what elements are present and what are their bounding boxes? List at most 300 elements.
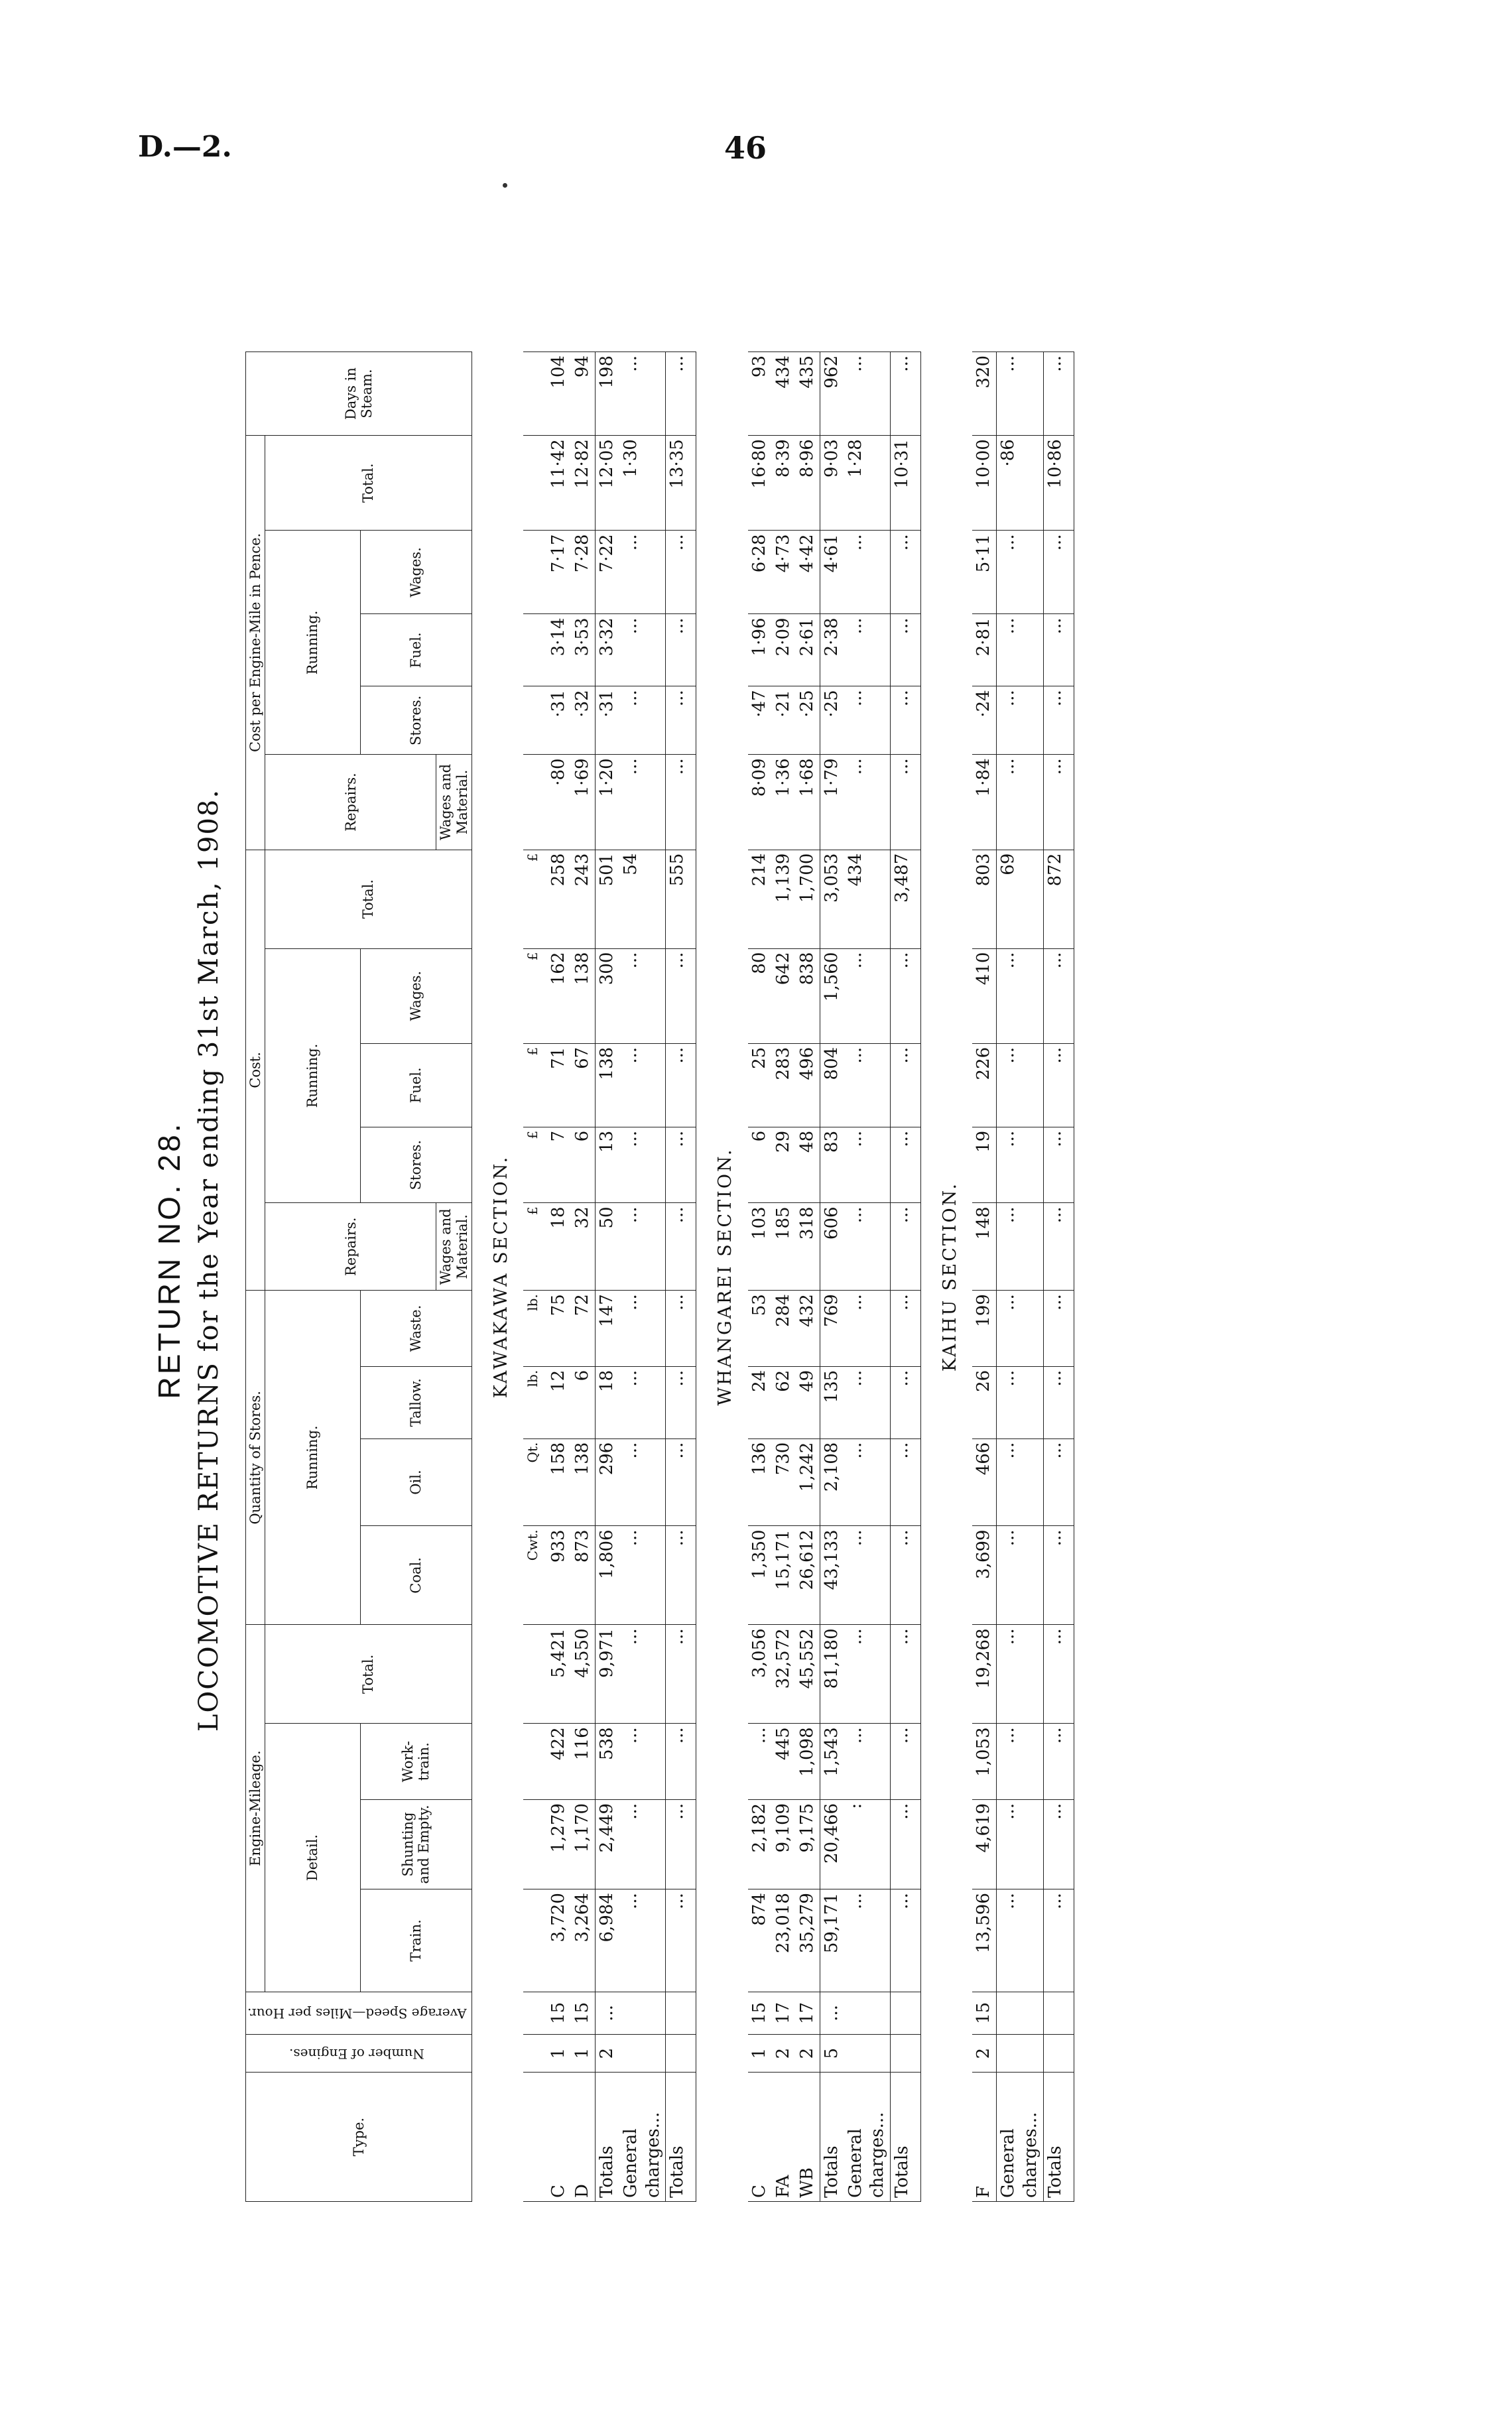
cell: 803 xyxy=(972,850,997,948)
cell: ... xyxy=(891,1366,921,1438)
th-train: Train. xyxy=(360,1889,472,1992)
cell: 4,550 xyxy=(571,1625,596,1724)
cell: 9,175 xyxy=(796,1799,820,1889)
cell: 2 xyxy=(796,2034,820,2072)
cell: ... xyxy=(666,755,696,850)
cell: 872 xyxy=(1043,850,1074,948)
cell: 2·09 xyxy=(772,614,796,686)
cell xyxy=(523,2073,547,2202)
cell: 284 xyxy=(772,1291,796,1367)
cell: 54 xyxy=(619,850,666,948)
cell: 26 xyxy=(972,1366,997,1438)
cell: 1·20 xyxy=(595,755,619,850)
unit-cell xyxy=(523,2034,547,2072)
cell: ... xyxy=(619,1799,666,1889)
cell: 148 xyxy=(972,1203,997,1291)
cell: ... xyxy=(844,755,891,850)
cell: ... xyxy=(891,1127,921,1203)
cell: ... xyxy=(997,755,1044,850)
table-row xyxy=(772,352,796,2202)
cell: ... xyxy=(1043,352,1074,436)
grand-totals-row xyxy=(666,352,696,2202)
cell: 2 xyxy=(972,2034,997,2072)
th-pence-fuel: Fuel. xyxy=(360,614,472,686)
cell: 606 xyxy=(820,1203,844,1291)
cell: ... xyxy=(595,1992,619,2034)
cell: ... xyxy=(844,1526,891,1625)
cell: 67 xyxy=(571,1043,596,1127)
cell: 15 xyxy=(972,1992,997,2034)
cell: 71 xyxy=(547,1043,571,1127)
unit-cell xyxy=(523,1889,547,1992)
cell: 804 xyxy=(820,1043,844,1127)
cell: 466 xyxy=(972,1438,997,1526)
cell: ... xyxy=(997,1526,1044,1625)
cell: 1,279 xyxy=(547,1799,571,1889)
cell: ·86 xyxy=(997,436,1044,531)
cell: ... xyxy=(844,1724,891,1800)
cell: ... xyxy=(666,948,696,1043)
cell: ... xyxy=(997,1724,1044,1800)
cell: ... xyxy=(1043,1043,1074,1127)
units-row xyxy=(523,352,547,2202)
cell: 72 xyxy=(571,1291,596,1367)
cell: 15 xyxy=(748,1992,772,2034)
cell: ·31 xyxy=(547,686,571,755)
cell: 2,182 xyxy=(748,1799,772,1889)
unit-cell xyxy=(523,352,547,436)
unit-cell xyxy=(523,1799,547,1889)
cell: ... xyxy=(666,1043,696,1127)
cell xyxy=(844,1992,891,2034)
general-charges-row xyxy=(997,352,1044,2202)
totals-row xyxy=(820,352,844,2202)
cell: ... xyxy=(844,614,891,686)
cell: 1,560 xyxy=(820,948,844,1043)
cell: 1,700 xyxy=(796,850,820,948)
cell: ... xyxy=(844,1438,891,1526)
cell xyxy=(1043,2034,1074,2072)
cell: 198 xyxy=(595,352,619,436)
cell: 300 xyxy=(595,948,619,1043)
cell: 103 xyxy=(748,1203,772,1291)
cell: 6 xyxy=(571,1127,596,1203)
th-pence-running: Running. xyxy=(265,531,361,755)
cell xyxy=(1043,1992,1074,2034)
th-cost-wages-material: Wages and Material. xyxy=(436,1203,472,1291)
section-title: KAIHU SECTION. xyxy=(940,1181,961,1372)
cell: 445 xyxy=(772,1724,796,1800)
cell: 435 xyxy=(796,352,820,436)
cell: 1,242 xyxy=(796,1438,820,1526)
row-label: F xyxy=(972,2073,997,2202)
table-row xyxy=(748,352,772,2202)
cell: 13 xyxy=(595,1127,619,1203)
cell: 11·42 xyxy=(547,436,571,531)
cell: 24 xyxy=(748,1366,772,1438)
cell: ... xyxy=(997,1438,1044,1526)
cell: ... xyxy=(997,1366,1044,1438)
unit-cell: £ xyxy=(523,1203,547,1291)
cell: 962 xyxy=(820,352,844,436)
unit-cell xyxy=(523,614,547,686)
th-detail: Detail. xyxy=(265,1724,361,1992)
cell xyxy=(666,1992,696,2034)
cell: 12 xyxy=(547,1366,571,1438)
cell: 18 xyxy=(595,1366,619,1438)
cell: ... xyxy=(997,1799,1044,1889)
row-label: WB xyxy=(796,2073,820,2202)
th-num-engines: Number of Engines. xyxy=(246,2034,472,2072)
unit-cell: £ xyxy=(523,948,547,1043)
row-label: FA xyxy=(772,2073,796,2202)
cell: 93 xyxy=(748,352,772,436)
cell: 2,449 xyxy=(595,1799,619,1889)
cell: 318 xyxy=(796,1203,820,1291)
cell: ·80 xyxy=(547,755,571,850)
cell: ... xyxy=(844,948,891,1043)
unit-cell: £ xyxy=(523,850,547,948)
cell: 59,171 xyxy=(820,1889,844,1992)
cell: ... xyxy=(666,1625,696,1724)
cell: ... xyxy=(619,1438,666,1526)
cell: 1·36 xyxy=(772,755,796,850)
cell: 2 xyxy=(772,2034,796,2072)
cell: 3,056 xyxy=(748,1625,772,1724)
th-tallow: Tallow. xyxy=(360,1366,472,1438)
cell: 158 xyxy=(547,1438,571,1526)
cell: 1,543 xyxy=(820,1724,844,1800)
cell: 69 xyxy=(997,850,1044,948)
cell: 7 xyxy=(547,1127,571,1203)
row-label: General charges... xyxy=(997,2073,1044,2202)
cell: 410 xyxy=(972,948,997,1043)
cell: 50 xyxy=(595,1203,619,1291)
cell: 6 xyxy=(748,1127,772,1203)
cell: 5 xyxy=(820,2034,844,2072)
unit-cell: lb. xyxy=(523,1366,547,1438)
cell: ... xyxy=(1043,531,1074,614)
cell: ... xyxy=(997,1043,1044,1127)
cell: 422 xyxy=(547,1724,571,1800)
cell: 1·96 xyxy=(748,614,772,686)
cell: 434 xyxy=(772,352,796,436)
cell: 7·28 xyxy=(571,531,596,614)
cell: 3·32 xyxy=(595,614,619,686)
th-quantity-stores: Quantity of Stores. xyxy=(246,1291,265,1625)
cell: 62 xyxy=(772,1366,796,1438)
th-pence-wages-material: Wages and Material. xyxy=(436,755,472,850)
cell: ... xyxy=(891,531,921,614)
cell: ·24 xyxy=(972,686,997,755)
cell: 1,139 xyxy=(772,850,796,948)
cell: ... xyxy=(844,1203,891,1291)
th-shunting: Shunting and Empty. xyxy=(360,1799,472,1889)
cell: 1 xyxy=(748,2034,772,2072)
cell: 3·14 xyxy=(547,614,571,686)
cell: 1·30 xyxy=(619,436,666,531)
cell: 19,268 xyxy=(972,1625,997,1724)
cell: 3,720 xyxy=(547,1889,571,1992)
cell: ... xyxy=(619,755,666,850)
cell: ... xyxy=(891,686,921,755)
cell: ... xyxy=(619,1724,666,1800)
cell: ... xyxy=(666,1366,696,1438)
unit-cell xyxy=(523,1625,547,1724)
cell: 8·96 xyxy=(796,436,820,531)
table-header xyxy=(246,352,472,2202)
cell: 26,612 xyxy=(796,1526,820,1625)
cell: 4·61 xyxy=(820,531,844,614)
cell: 3,487 xyxy=(891,850,921,948)
th-avg-speed: Average Speed—Miles per Hour. xyxy=(246,1992,472,2034)
cell: ... xyxy=(666,1291,696,1367)
cell: 214 xyxy=(748,850,772,948)
cell: ... xyxy=(1043,1438,1074,1526)
cell xyxy=(997,1992,1044,2034)
cell: 116 xyxy=(571,1724,596,1800)
cell: ... xyxy=(619,531,666,614)
cell: ... xyxy=(891,614,921,686)
cell: ... xyxy=(1043,1889,1074,1992)
grand-totals-row xyxy=(891,352,921,2202)
cell: 32,572 xyxy=(772,1625,796,1724)
unit-cell: lb. xyxy=(523,1291,547,1367)
cell: 20,466 xyxy=(820,1799,844,1889)
cell: 730 xyxy=(772,1438,796,1526)
cell: 138 xyxy=(571,1438,596,1526)
cell: 138 xyxy=(571,948,596,1043)
table-body xyxy=(472,352,1074,2202)
cell: 17 xyxy=(796,1992,820,2034)
cell: 75 xyxy=(547,1291,571,1367)
cell: 258 xyxy=(547,850,571,948)
cell: ... xyxy=(891,1291,921,1367)
cell: 1,098 xyxy=(796,1724,820,1800)
cell: 135 xyxy=(820,1366,844,1438)
cell: 53 xyxy=(748,1291,772,1367)
cell: 283 xyxy=(772,1043,796,1127)
cell: ... xyxy=(619,1203,666,1291)
unit-cell xyxy=(523,531,547,614)
th-cost-running: Running. xyxy=(265,948,361,1203)
row-label: Totals xyxy=(595,2073,619,2202)
cell: 7·22 xyxy=(595,531,619,614)
cell: 769 xyxy=(820,1291,844,1367)
cell: 501 xyxy=(595,850,619,948)
cell: 642 xyxy=(772,948,796,1043)
th-pence-total: Total. xyxy=(265,436,472,531)
cell xyxy=(844,2034,891,2072)
th-cost-fuel: Fuel. xyxy=(360,1043,472,1127)
cell: ... xyxy=(1043,1127,1074,1203)
cell: 18 xyxy=(547,1203,571,1291)
cell: 81,180 xyxy=(820,1625,844,1724)
cell: ... xyxy=(844,1291,891,1367)
cell xyxy=(666,2034,696,2072)
cell: 5,421 xyxy=(547,1625,571,1724)
cell: 104 xyxy=(547,352,571,436)
row-label: Totals xyxy=(1043,2073,1074,2202)
row-label: Totals xyxy=(820,2073,844,2202)
cell: ... xyxy=(619,614,666,686)
th-waste: Waste. xyxy=(360,1291,472,1367)
cell: ·32 xyxy=(571,686,596,755)
cell: 1·79 xyxy=(820,755,844,850)
cell: ... xyxy=(666,1526,696,1625)
cell: 434 xyxy=(844,850,891,948)
cell: 15 xyxy=(571,1992,596,2034)
cell: ... xyxy=(666,1438,696,1526)
cell: 12·05 xyxy=(595,436,619,531)
cell: 2·81 xyxy=(972,614,997,686)
th-stores-running: Running. xyxy=(265,1291,361,1625)
cell: 138 xyxy=(595,1043,619,1127)
table-row xyxy=(796,352,820,2202)
cell: 199 xyxy=(972,1291,997,1367)
cell: 6 xyxy=(571,1366,596,1438)
cell: 29 xyxy=(772,1127,796,1203)
cell: 1·69 xyxy=(571,755,596,850)
grand-totals-row xyxy=(1043,352,1074,2202)
unit-cell xyxy=(523,1724,547,1800)
cell: ... xyxy=(1043,948,1074,1043)
cell: ... xyxy=(891,1438,921,1526)
totals-row xyxy=(595,352,619,2202)
table-row xyxy=(972,352,997,2202)
cell: 13·35 xyxy=(666,436,696,531)
cell: ... xyxy=(666,352,696,436)
cell: ·47 xyxy=(748,686,772,755)
page-number: 46 xyxy=(724,130,767,166)
cell: 1,350 xyxy=(748,1526,772,1625)
cell: 2·38 xyxy=(820,614,844,686)
cell: ... xyxy=(844,1889,891,1992)
cell: ... xyxy=(666,1889,696,1992)
th-cost: Cost. xyxy=(246,850,265,1291)
cell: 2 xyxy=(595,2034,619,2072)
cell xyxy=(891,2034,921,2072)
cell: 3,699 xyxy=(972,1526,997,1625)
cell: 9,971 xyxy=(595,1625,619,1724)
unit-cell xyxy=(523,755,547,850)
cell: ... xyxy=(666,686,696,755)
cell: 80 xyxy=(748,948,772,1043)
th-days-in-steam: Days in Steam. xyxy=(246,352,472,436)
cell: 1,170 xyxy=(571,1799,596,1889)
unit-cell xyxy=(523,1992,547,2034)
section-title: KAWAKAWA SECTION. xyxy=(490,1155,511,1399)
cell: 496 xyxy=(796,1043,820,1127)
cell: ... xyxy=(997,686,1044,755)
general-charges-row xyxy=(844,352,891,2202)
cell: ... xyxy=(666,1203,696,1291)
cell: 16·80 xyxy=(748,436,772,531)
cell: ·21 xyxy=(772,686,796,755)
cell: 8·39 xyxy=(772,436,796,531)
return-title: RETURN NO. 28. xyxy=(152,1121,186,1399)
cell: ... xyxy=(1043,1291,1074,1367)
cell: 15,171 xyxy=(772,1526,796,1625)
cell: 49 xyxy=(796,1366,820,1438)
cell: 3·53 xyxy=(571,614,596,686)
th-cost-wages: Wages. xyxy=(360,948,472,1043)
cell: ... xyxy=(997,1625,1044,1724)
cell: 17 xyxy=(772,1992,796,2034)
row-label: C xyxy=(547,2073,571,2202)
cell: ... xyxy=(1043,1366,1074,1438)
cell: ... xyxy=(844,352,891,436)
cell: 162 xyxy=(547,948,571,1043)
cell: ... xyxy=(619,1889,666,1992)
row-label: D xyxy=(571,2073,596,2202)
cell: ·31 xyxy=(595,686,619,755)
cell: 226 xyxy=(972,1043,997,1127)
cell: 9,109 xyxy=(772,1799,796,1889)
cell: 1·28 xyxy=(844,436,891,531)
cell: 45,552 xyxy=(796,1625,820,1724)
cell: ... xyxy=(844,686,891,755)
cell: 8·09 xyxy=(748,755,772,850)
cell: ... xyxy=(1043,686,1074,755)
cell: 432 xyxy=(796,1291,820,1367)
cell: 2,108 xyxy=(820,1438,844,1526)
cell: 15 xyxy=(547,1992,571,2034)
cell: 147 xyxy=(595,1291,619,1367)
cell: 32 xyxy=(571,1203,596,1291)
th-pence-wages: Wages. xyxy=(360,531,472,614)
section-heading-row xyxy=(696,352,748,2202)
cell: 83 xyxy=(820,1127,844,1203)
cell: ·25 xyxy=(796,686,820,755)
th-pence-stores: Stores. xyxy=(360,686,472,755)
cell: ... xyxy=(619,1366,666,1438)
cell: 4,619 xyxy=(972,1799,997,1889)
cell: ... xyxy=(619,686,666,755)
cell: 1,053 xyxy=(972,1724,997,1800)
unit-cell xyxy=(523,686,547,755)
cell: 1·84 xyxy=(972,755,997,850)
cell: 6·28 xyxy=(748,531,772,614)
cell xyxy=(891,1992,921,2034)
cell: 1·68 xyxy=(796,755,820,850)
cell: 1 xyxy=(547,2034,571,2072)
section-heading-row xyxy=(921,352,973,2202)
cell xyxy=(619,1992,666,2034)
page-ref: D.—2. xyxy=(138,130,232,164)
cell: ... xyxy=(997,614,1044,686)
general-charges-row xyxy=(619,352,666,2202)
cell: ... xyxy=(619,352,666,436)
section-heading-row xyxy=(472,352,523,2202)
cell: 25 xyxy=(748,1043,772,1127)
cell: ... xyxy=(666,531,696,614)
locomotive-returns-table xyxy=(245,351,1074,2202)
unit-cell: Qt. xyxy=(523,1438,547,1526)
cell: 12·82 xyxy=(571,436,596,531)
cell: 136 xyxy=(748,1438,772,1526)
cell: ... xyxy=(891,948,921,1043)
cell: ... xyxy=(844,1366,891,1438)
cell: ... xyxy=(619,1625,666,1724)
cell: ... xyxy=(1043,1799,1074,1889)
cell: : xyxy=(844,1799,891,1889)
cell: ... xyxy=(891,1526,921,1625)
cell: ... xyxy=(1043,614,1074,686)
cell: 48 xyxy=(796,1127,820,1203)
row-label: Totals xyxy=(891,2073,921,2202)
cell: ... xyxy=(997,1203,1044,1291)
